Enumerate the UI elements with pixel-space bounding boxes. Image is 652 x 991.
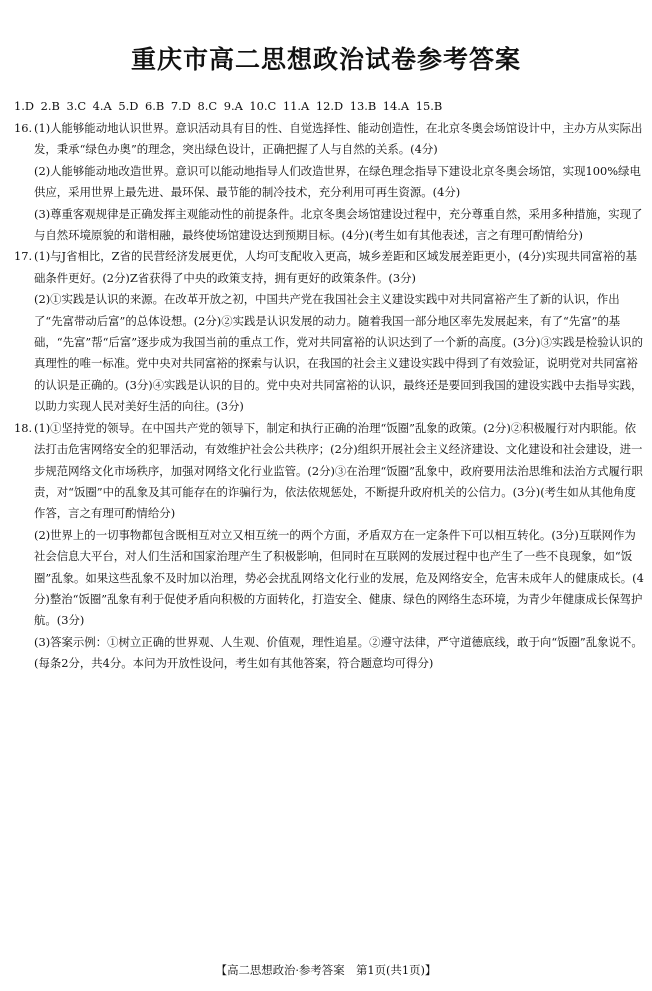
page-title: 重庆市高二思想政治试卷参考答案 [130,45,521,74]
question-17-part-1 [14,246,646,289]
question-17 [14,246,646,417]
page-footer: 【高二思想政治·参考答案 第1页(共1页)】 [215,963,437,977]
question-17-part-2: (2)①实践是认识的来源。在改革开放之初，中国共产党在我国社会主义建设实践中对共同富裕产生了新的认识，作出了“先富带动后富”的总体设想。(2分)②实践是认识发展的动力。随着我国一部分地区率先发展起来，有了“先富”的基础，“先富”帮“后富”逐步成为我国当前的重点工作，党对共同富裕的认识达到了一个新的高度。(3分)③实践是检验认识的真理性的唯一标准。党中央对共同富裕的探索与认识，在我国的社会主义建设实践中得到了有效验证，说明党对共同富裕的认识是正确的。(3分)④实践是认识的目的。党中央对共同富裕的认识，最终还是要回到我国的建设实践中去指导实践，以助力实现人民对美好生活的向往。(3分) [34,292,643,414]
answer-text: (1)与J省相比，Z省的民营经济发展更优，人均可支配收入更高，城乡差距和区域发展差距更小，(4分)实现共同富裕的基础条件更好。(2分)Z省获得了中央的政策支持，拥有更好的政策条件。(3分) [34,249,637,285]
answer-text: (1)①坚持党的领导。在中国共产党的领导下，制定和执行正确的治理“饭圈”乱象的政策。(2分)②积极履行对内职能。依法打击危害网络安全的犯罪活动，有效维护社会公共秩序；(2分)组织开展社会主义经济建设、文化建设和社会建设，进一步规范网络文化市场秩序，加强对网络文化行业监管。(2分)③在治理“饭圈”乱象中，政府要用法治思维和法治方式履行职责，对“饭圈”中的乱象及其可能存在的诈骗行为，依法依规惩处，不断提升政府机关的公信力。(3分)(考生如从其他角度作答，言之有理可酌情给分) [34,420,643,521]
question-18 [14,418,646,675]
question-16-part-1 [14,118,646,161]
question-16-part-3: (3)尊重客观规律是正确发挥主观能动性的前提条件。北京冬奥会场馆建设过程中，充分尊重自然，采用多种措施，实现了与自然环境原貌的和谐相融，最终使场馆建设达到预期目标。(4分)(考生如有其他表述，言之有理可酌情给分) [34,206,643,243]
question-18-part-3: (3)答案示例：①树立正确的世界观、人生观、价值观，理性追星。②遵守法律，严守道德底线，敢于向“饭圈”乱象说不。(每条2分，共4分。本问为开放性设问，考生如有其他答案，符合题意均可得分) [34,634,643,671]
answer-content [14,118,646,675]
question-16-part-2: (2)人能够能动地改造世界。意识可以能动地指导人们改造世界，在绿色理念指导下建设北京冬奥会场馆，实现100%绿电供应，采用世界上最先进、最环保、最节能的制冷技术，充分利用可再生资源。(4分) [34,163,641,200]
question-16 [14,118,646,246]
question-number: 17. [14,249,33,264]
question-18-part-2: (2)世界上的一切事物都包含既相互对立又相互统一的两个方面，矛盾双方在一定条件下可以相互转化。(3分)互联网作为社会信息大平台，对人们生活和国家治理产生了积极影响，但同时在互联网的发展过程中也产生了一些不良现象，如“饭圈”乱象。如果这些乱象不及时加以治理，势必会扰乱网络文化行业的发展，危及网络安全，危害未成年人的健康成长。(4分)整治“饭圈”乱象有利于促使矛盾向积极的方面转化，打造安全、健康、绿色的网络生态环境，为青少年健康成长保驾护航。(3分) [34,527,644,628]
question-18-part-1 [14,418,646,525]
answer-text: (1)人能够能动地认识世界。意识活动具有目的性、自觉选择性、能动创造性，在北京冬奥会场馆设计中，主办方从实际出发，秉承“绿色办奥”的理念，突出绿色设计，正确把握了人与自然的关系。(4分) [34,121,643,157]
question-number: 16. [14,121,33,135]
question-number: 18. [14,420,33,435]
multiple-choice-answers: 1.D 2.B 3.C 4.A 5.D 6.B 7.D 8.C 9.A 10.C 11.A 12.D 13.B 14.A 15.B [14,99,443,113]
